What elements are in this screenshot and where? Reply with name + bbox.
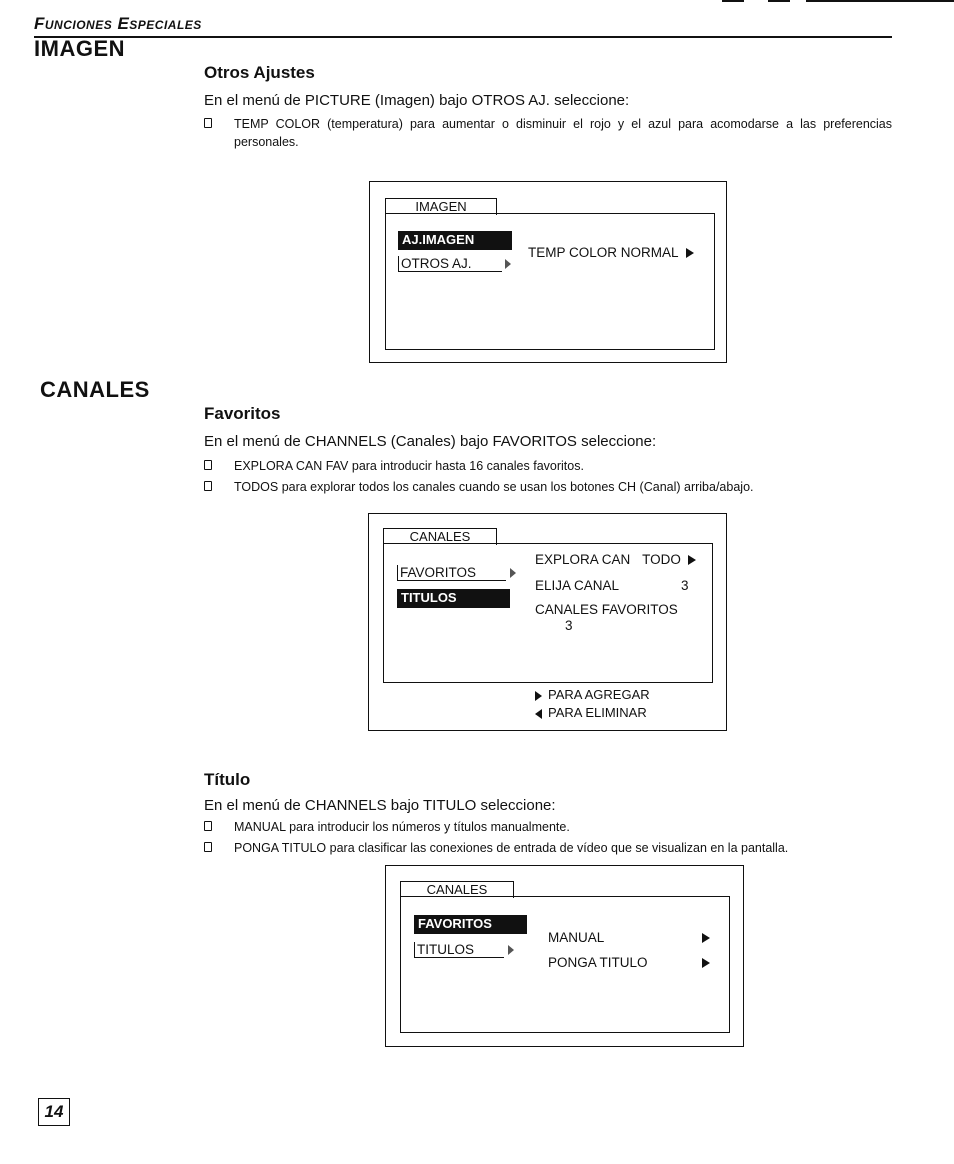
menu-option-manual: MANUAL: [548, 930, 605, 945]
header-rule: [34, 36, 892, 38]
menu-highlight-item: TITULOS: [397, 589, 510, 608]
list-item: EXPLORA CAN FAV para introducir hasta 16 canales favoritos.: [204, 457, 892, 475]
menu-diagram-imagen: [369, 181, 727, 363]
menu-option-elija-canal: ELIJA CANAL: [535, 578, 620, 593]
checkbox-icon: [204, 821, 212, 831]
section-title-imagen: IMAGEN: [34, 36, 125, 61]
list-item: TODOS para explorar todos los canales cuando se usan los botones CH (Canal) arriba/abajo.: [204, 478, 892, 496]
hint-remove: PARA ELIMINAR: [535, 705, 647, 720]
menu-tab: CANALES: [383, 528, 497, 545]
subtitle-otros-ajustes: Otros Ajustes: [204, 63, 315, 82]
menu-value-canales-favoritos: 3: [565, 618, 573, 633]
bullet-list-favoritos: [204, 457, 892, 496]
top-dash: [806, 0, 954, 2]
intro-imagen: En el menú de PICTURE (Imagen) bajo OTROS AJ. seleccione:: [204, 92, 630, 109]
menu-selected-item: TITULOS: [414, 942, 514, 958]
checkbox-icon: [204, 481, 212, 491]
menu-option-canales-favoritos: CANALES FAVORITOS: [535, 602, 678, 617]
menu-tab: CANALES: [400, 881, 514, 898]
arrow-right-icon: [535, 691, 542, 701]
menu-option-temp-color: TEMP COLOR NORMAL: [528, 245, 694, 260]
top-dash: [722, 0, 744, 2]
section-title-canales: CANALES: [40, 377, 150, 402]
hint-add: PARA AGREGAR: [535, 687, 650, 702]
menu-highlight-item: FAVORITOS: [414, 915, 527, 934]
arrow-right-icon: [702, 958, 710, 968]
menu-arrow-ponga-titulo: [702, 955, 710, 970]
menu-selected-item: FAVORITOS: [397, 565, 516, 581]
list-item: MANUAL para introducir los números y títulos manualmente.: [204, 818, 894, 836]
menu-option-explora-can: EXPLORA CAN TODO: [535, 552, 696, 567]
top-dash: [768, 0, 790, 2]
header-title: Funciones Especiales: [34, 14, 202, 33]
arrow-right-icon: [686, 248, 694, 258]
intro-titulo: En el menú de CHANNELS bajo TITULO seleccione:: [204, 797, 556, 814]
menu-diagram-titulos: [385, 865, 744, 1047]
intro-favoritos: En el menú de CHANNELS (Canales) bajo FAVORITOS seleccione:: [204, 433, 657, 450]
menu-value-elija-canal: 3: [681, 578, 689, 593]
bullet-list-imagen: [204, 115, 892, 151]
arrow-right-icon: [702, 933, 710, 943]
checkbox-icon: [204, 842, 212, 852]
menu-highlight-item: AJ.IMAGEN: [398, 231, 512, 250]
page-number: 14: [38, 1098, 70, 1126]
menu-arrow-manual: [702, 930, 710, 945]
menu-option-ponga-titulo: PONGA TITULO: [548, 955, 648, 970]
checkbox-icon: [204, 460, 212, 470]
pointer-icon: [510, 568, 516, 578]
checkbox-icon: [204, 118, 212, 128]
list-item: TEMP COLOR (temperatura) para aumentar o disminuir el rojo y el azul para acomodarse a las preferencias personales.: [204, 115, 892, 151]
arrow-right-icon: [688, 555, 696, 565]
menu-tab: IMAGEN: [385, 198, 497, 215]
bullet-list-titulo: [204, 818, 894, 857]
subtitle-favoritos: Favoritos: [204, 404, 281, 423]
menu-diagram-favoritos: [368, 513, 727, 731]
list-item: PONGA TITULO para clasificar las conexiones de entrada de vídeo que se visualizan en la pantalla.: [204, 839, 894, 857]
pointer-icon: [508, 945, 514, 955]
pointer-icon: [505, 259, 511, 269]
subtitle-titulo: Título: [204, 770, 251, 789]
menu-selected-item: OTROS AJ.: [398, 256, 511, 272]
arrow-left-icon: [535, 709, 542, 719]
